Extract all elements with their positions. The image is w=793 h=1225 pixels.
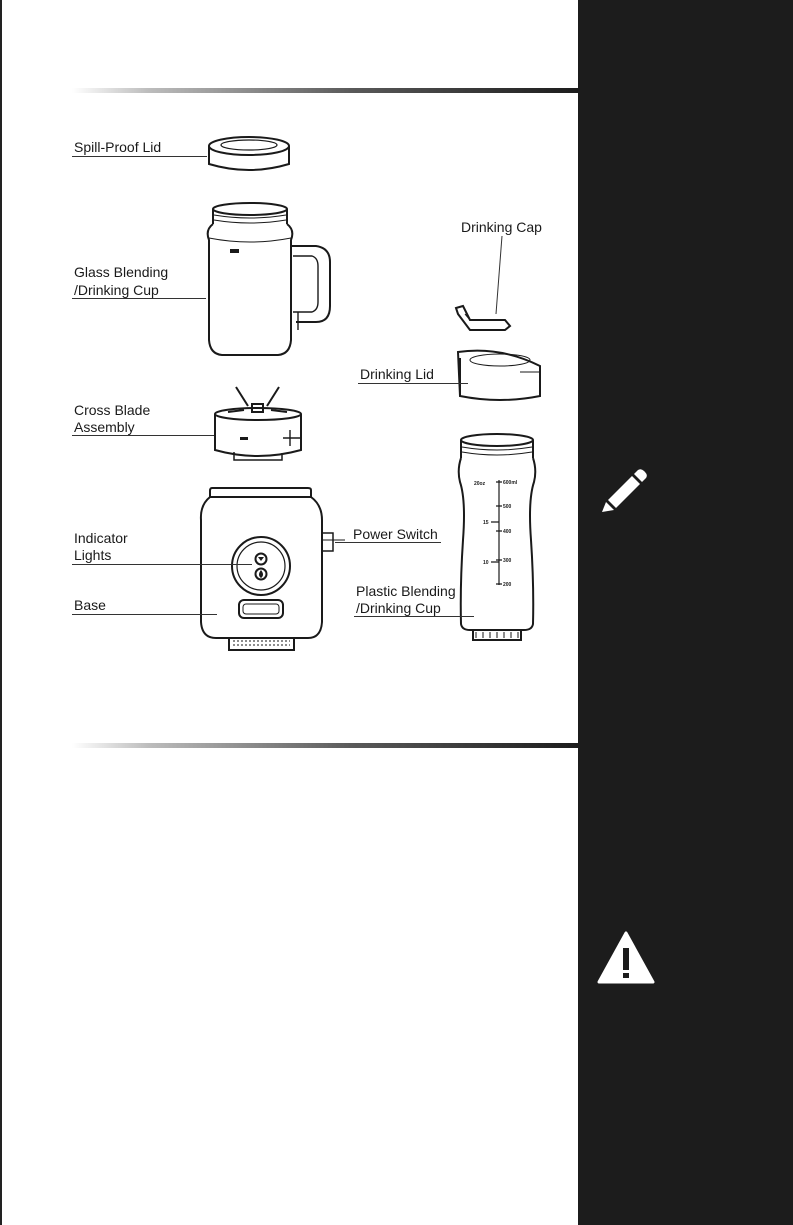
leader-indicator-lights	[72, 564, 252, 565]
spill-proof-lid-drawing	[209, 137, 289, 170]
leader-power-switch	[335, 542, 441, 543]
leader-drinking-lid	[358, 383, 468, 384]
label-plastic-cup-line1: Plastic Blending	[356, 583, 456, 599]
cross-blade-drawing	[215, 387, 301, 460]
cup-marking-300: 300	[503, 558, 512, 564]
label-drinking-lid: Drinking Lid	[360, 366, 434, 382]
label-plastic-cup-line2: /Drinking Cup	[356, 600, 441, 616]
leader-glass-cup	[72, 298, 206, 299]
cup-marking-15oz: 15	[483, 520, 489, 526]
pulse-icon	[259, 570, 263, 578]
cup-marking-20oz: 20oz	[474, 481, 486, 487]
leader-cross-blade	[72, 435, 214, 436]
leader-plastic-cup	[354, 616, 474, 617]
cup-marking-10oz: 10	[483, 560, 489, 566]
plastic-cup-drawing	[459, 434, 536, 640]
cup-marking-400: 400	[503, 529, 512, 535]
glass-jar-drawing	[208, 203, 330, 355]
label-indicator-line2: Lights	[74, 547, 112, 563]
label-glass-cup-line2: /Drinking Cup	[74, 282, 159, 298]
pencil-icon	[598, 464, 650, 512]
label-drinking-cap: Drinking Cap	[461, 219, 542, 235]
base-drawing	[201, 488, 345, 650]
label-power-switch: Power Switch	[353, 526, 438, 542]
label-base: Base	[74, 597, 106, 613]
blend-icon	[258, 557, 264, 561]
leader-drinking-cap	[490, 236, 510, 316]
label-cross-blade-line2: Assembly	[74, 419, 135, 435]
label-indicator-line1: Indicator	[74, 530, 128, 546]
leader-spill-proof-lid	[72, 156, 207, 157]
leader-base	[72, 614, 217, 615]
cup-marking-200: 200	[503, 582, 512, 588]
cup-marking-500: 500	[503, 504, 512, 510]
label-spill-proof-lid: Spill-Proof Lid	[74, 139, 162, 155]
cup-marking-600ml: 600ml	[503, 480, 518, 486]
label-glass-cup-line1: Glass Blending	[74, 264, 169, 280]
label-cross-blade-line1: Cross Blade	[74, 402, 151, 418]
warning-icon	[596, 930, 656, 986]
drinking-lid-drawing	[458, 351, 540, 400]
sidebar-panel	[578, 0, 793, 1225]
